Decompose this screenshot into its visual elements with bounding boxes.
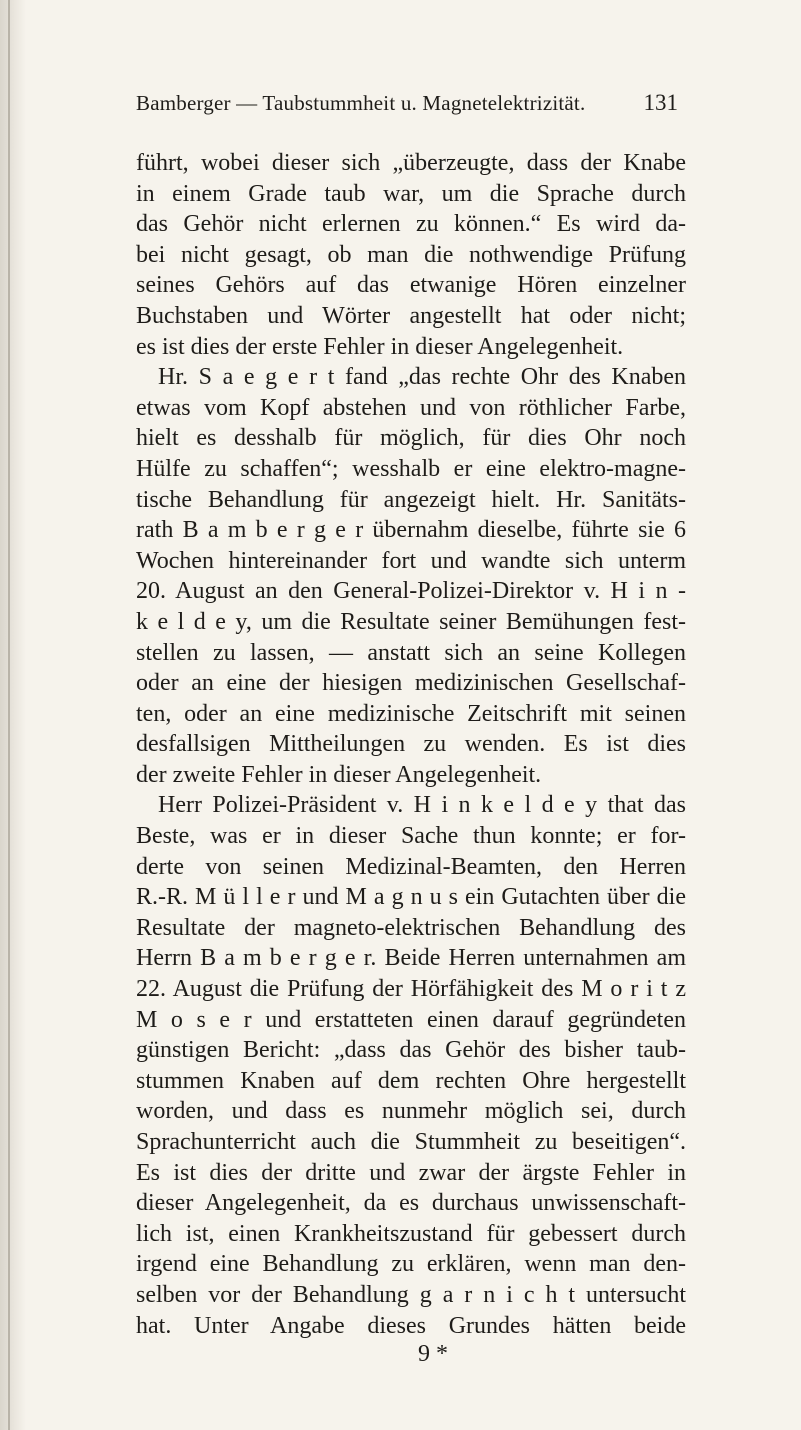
running-title: Bamberger — Taubstummheit u. Magnetelektrizität. [136,91,586,115]
text-line: Herrn B a m b e r g e r. Beide Herren unternahmen am [136,945,686,972]
running-head [136,90,678,126]
text-line: selben vor der Behandlung g a r n i c h t untersucht [136,1281,686,1308]
text-line: in einem Grade taub war, um die Sprache durch [136,180,686,207]
text-line: M o s e r und erstatteten einen darauf gegründeten [136,1006,686,1033]
text-line: Hr. S a e g e r t fand „das rechte Ohr des Knaben [158,364,686,391]
text-line: Herr Polizei-Präsident v. H i n k e l d e y that das [158,792,686,819]
text-line: tische Behandlung für angezeigt hielt. Hr. Sanitäts- [136,486,686,513]
text-line: günstigen Bericht: „dass das Gehör des bisher taub- [136,1037,686,1064]
text-line: hat. Unter Angabe dieses Grundes hätten beide [136,1312,686,1339]
text-line: irgend eine Behandlung zu erklären, wenn man den- [136,1251,686,1278]
text-line: seines Gehörs auf das etwanige Hören einzelner [136,272,686,299]
page-gutter-shadow [0,0,26,1430]
text-line: rath B a m b e r g e r übernahm dieselbe, führte sie 6 [136,517,686,544]
text-line: desfallsigen Mittheilungen zu wenden. Es ist dies [136,731,686,758]
text-line: Wochen hintereinander fort und wandte sich unterm [136,547,686,574]
body-text [136,148,686,1341]
text-line: stellen zu lassen, — anstatt sich an seine Kollegen [136,639,686,666]
text-line: k e l d e y, um die Resultate seiner Bemühungen fest- [136,608,686,635]
text-line: es ist dies der erste Fehler in dieser Angelegenheit. [136,333,624,360]
text-line: das Gehör nicht erlernen zu können.“ Es wird da- [136,211,686,238]
text-line: führt, wobei dieser sich „überzeugte, dass der Knabe [136,150,686,176]
text-line: Hülfe zu schaffen“; wesshalb er eine elektro-magne- [136,455,686,482]
text-line: Beste, was er in dieser Sache thun konnte; er for- [136,823,686,850]
page-number: 131 [643,90,678,115]
text-line: Sprachunterricht auch die Stummheit zu beseitigen“. [136,1129,686,1155]
book-page [136,90,686,1368]
text-line: Es ist dies der dritte und zwar der ärgste Fehler in [136,1159,686,1186]
text-line: hielt es desshalb für möglich, für dies Ohr noch [136,425,686,452]
text-line: worden, und dass es nunmehr möglich sei, durch [136,1098,686,1125]
text-line: derte von seinen Medizinal-Beamten, den Herren [136,853,686,880]
binding-edge [8,0,10,1430]
text-line: lich ist, einen Krankheitszustand für gebessert durch [136,1220,686,1247]
text-line: 22. August die Prüfung der Hörfähigkeit des M o r i t z [136,976,686,1003]
text-line: 20. August an den General-Polizei-Direktor v. H i n - [136,578,686,605]
text-line: der zweite Fehler in dieser Angelegenheit. [136,761,542,788]
text-line: dieser Angelegenheit, da es durchaus unwissenschaft- [136,1190,686,1217]
text-line: oder an eine der hiesigen medizinischen Gesellschaf- [136,670,686,697]
text-line: bei nicht gesagt, ob man die nothwendige Prüfung [136,241,686,268]
text-line: ten, oder an eine medizinische Zeitschrift mit seinen [136,700,686,727]
text-line: Resultate der magneto-elektrischen Behandlung des [136,914,686,941]
text-line: etwas vom Kopf abstehen und von röthlicher Farbe, [136,394,686,421]
signature-mark: 9 * [418,1341,448,1368]
text-line: stummen Knaben auf dem rechten Ohre hergestellt [136,1067,686,1094]
text-line: Buchstaben und Wörter angestellt hat oder nicht; [136,302,686,329]
text-line: R.-R. M ü l l e r und M a g n u s ein Gutachten über die [136,884,686,911]
